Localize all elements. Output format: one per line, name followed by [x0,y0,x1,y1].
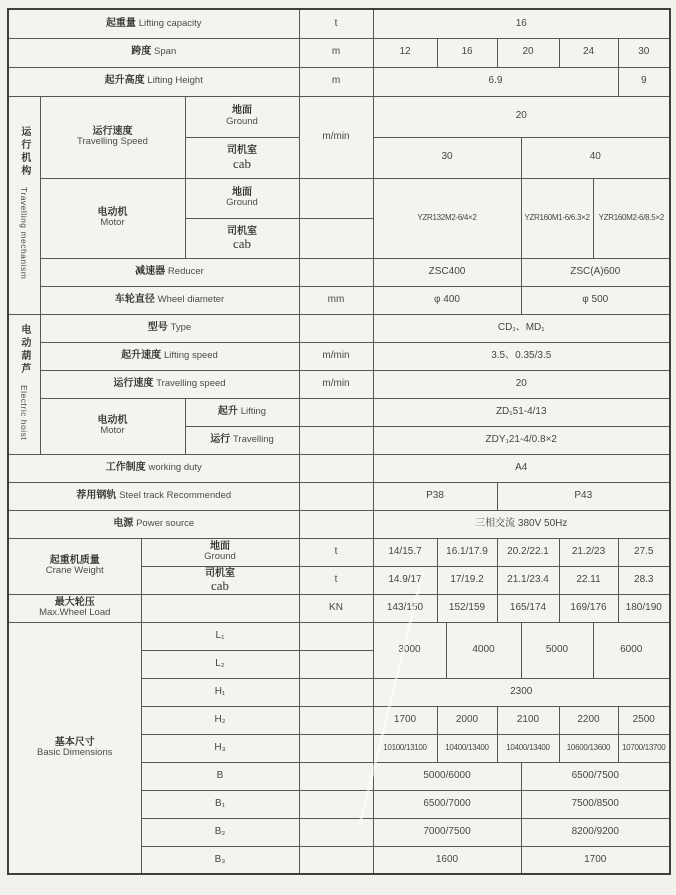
dim-b2-sublabel: B₂ [141,818,299,846]
empty-cell [299,622,373,650]
crane-weight-cab-unit: t [299,566,373,594]
ground-sublabel: 地面 Ground [185,96,299,137]
travelling-speed-label: 运行速度 Travelling Speed [40,96,185,178]
row-working-duty [8,454,670,482]
dim-l1-sublabel: L₁ [141,622,299,650]
empty-cell [299,762,373,790]
crane-weight-cab-value: 22.11 [559,566,618,594]
lifting-capacity-label: 起重量 Lifting capacity [8,9,299,38]
dim-b-value: 5000/6000 [373,762,521,790]
dim-l-value: 3000 [373,622,446,678]
dim-b1-value: 6500/7000 [373,790,521,818]
crane-weight-ground-value: 27.5 [618,538,670,566]
row-span [8,38,670,67]
empty-cell [299,706,373,734]
span-value: 12 [373,38,437,67]
max-wheel-load-label: 最大轮压 Max.Wheel Load [8,594,141,622]
dim-h3-value: 10700/13700 [618,734,670,762]
hoist-motor-label: 电动机 Motor [40,398,185,454]
dim-b2-value: 8200/9200 [521,818,670,846]
empty-cell [299,314,373,342]
crane-weight-ground-value: 20.2/22.1 [497,538,559,566]
row-lifting-height [8,67,670,96]
empty-cell [299,846,373,874]
empty-cell [299,258,373,286]
max-wheel-load-unit: KN [299,594,373,622]
power-source-value: 三相交流 380V 50Hz [373,510,670,538]
row-hoist-lifting-speed [8,342,670,370]
empty-cell [141,594,299,622]
ground-sublabel: 地面 Ground [185,178,299,218]
cab-sublabel: 司机室 cab [185,137,299,178]
section-travelling-mechanism-text: 运行机构Travelling mechanism [18,126,30,280]
crane-weight-ground-unit: t [299,538,373,566]
dim-h3-value: 10400/13400 [497,734,559,762]
section-electric-hoist-text: 电动葫芦Electric hoist [18,323,30,440]
hoist-motor-lifting-value: ZD₁51-4/13 [373,398,670,426]
dim-h3-value: 10400/13400 [437,734,497,762]
max-wheel-load-value: 169/176 [559,594,618,622]
crane-weight-cab-value: 14.9/17 [373,566,437,594]
row-hoist-motor-lifting [8,398,670,426]
lifting-capacity-value: 16 [373,9,670,38]
lifting-capacity-unit: t [299,9,373,38]
hoist-travelling-speed-label: 运行速度 Travelling speed [40,370,299,398]
dim-b3-value: 1700 [521,846,670,874]
hoist-type-value: CD₁、MD₁ [373,314,670,342]
lifting-height-value: 6.9 [373,67,618,96]
dim-h2-sublabel: H₂ [141,706,299,734]
span-value: 20 [497,38,559,67]
empty-cell [299,734,373,762]
dim-h1-value: 2300 [373,678,670,706]
dim-l-value: 4000 [446,622,521,678]
lifting-height-value-30m: 9 [618,67,670,96]
hoist-lifting-speed-label: 起升速度 Lifting speed [40,342,299,370]
hoist-travelling-speed-value: 20 [373,370,670,398]
row-hoist-type [8,314,670,342]
dim-h2-value: 2500 [618,706,670,734]
empty-cell [299,398,373,426]
crane-weight-cab-value: 28.3 [618,566,670,594]
travelling-speed-unit: m/min [299,96,373,178]
dim-h3-value: 10100/13100 [373,734,437,762]
empty-cell [299,178,373,218]
cab-sublabel: 司机室 cab [141,566,299,594]
cab-sublabel: 司机室 cab [185,218,299,258]
working-duty-label: 工作制度 working duty [8,454,299,482]
travelling-speed-cab-value-left: 30 [373,137,521,178]
dim-b3-value: 1600 [373,846,521,874]
power-source-label: 电源 Power source [8,510,299,538]
row-crane-weight-ground [8,538,670,566]
crane-weight-ground-value: 21.2/23 [559,538,618,566]
crane-weight-label: 起重机质量 Crane Weight [8,538,141,594]
steel-track-value: P43 [497,482,670,510]
hoist-motor-lifting-sublabel: 起升 Lifting [185,398,299,426]
row-wheel-diameter [8,286,670,314]
dim-h2-value: 2100 [497,706,559,734]
lifting-height-label: 起升高度 Lifting Height [8,67,299,96]
steel-track-value: P38 [373,482,497,510]
dim-b-value: 6500/7500 [521,762,670,790]
basic-dimensions-label: 基本尺寸 Basic Dimensions [8,622,141,874]
empty-cell [299,510,373,538]
max-wheel-load-value: 180/190 [618,594,670,622]
dim-l-value: 5000 [521,622,593,678]
dim-b1-sublabel: B₁ [141,790,299,818]
dim-h3-value: 10600/13600 [559,734,618,762]
reducer-value: ZSC(A)600 [521,258,670,286]
travel-motor-value: YZR160M2-6/8.5×2 [593,178,670,258]
span-value: 30 [618,38,670,67]
working-duty-value: A4 [373,454,670,482]
row-max-wheel-load [8,594,670,622]
hoist-travelling-speed-unit: m/min [299,370,373,398]
crane-weight-ground-value: 14/15.7 [373,538,437,566]
empty-cell [299,482,373,510]
dim-l-value: 6000 [593,622,670,678]
empty-cell [299,790,373,818]
span-unit: m [299,38,373,67]
travel-motor-value: YZR132M2-6/4×2 [373,178,521,258]
dim-b-sublabel: B [141,762,299,790]
wheel-diameter-label: 车轮直径 Wheel diameter [40,286,299,314]
empty-cell [299,650,373,678]
ground-sublabel: 地面 Ground [141,538,299,566]
row-steel-track [8,482,670,510]
dim-h2-value: 2200 [559,706,618,734]
crane-weight-cab-value: 21.1/23.4 [497,566,559,594]
crane-weight-ground-value: 16.1/17.9 [437,538,497,566]
dim-h2-value: 2000 [437,706,497,734]
hoist-motor-travelling-sublabel: 运行 Travelling [185,426,299,454]
dim-h2-value: 1700 [373,706,437,734]
wheel-diameter-unit: mm [299,286,373,314]
dim-b1-value: 7500/8500 [521,790,670,818]
travelling-speed-ground-value: 20 [373,96,670,137]
row-reducer [8,258,670,286]
hoist-lifting-speed-unit: m/min [299,342,373,370]
lifting-height-unit: m [299,67,373,96]
row-travelling-speed-ground [8,96,670,137]
wheel-diameter-value: φ 500 [521,286,670,314]
dim-b2-value: 7000/7500 [373,818,521,846]
max-wheel-load-value: 143/150 [373,594,437,622]
section-electric-hoist [8,314,40,454]
travelling-speed-cab-value-right: 40 [521,137,670,178]
hoist-motor-travelling-value: ZDY₁21-4/0.8×2 [373,426,670,454]
crane-specification-table [7,8,671,875]
dim-h1-sublabel: H₁ [141,678,299,706]
empty-cell [299,818,373,846]
travel-motor-value: YZR160M1-6/6.3×2 [521,178,593,258]
row-lifting-capacity [8,9,670,38]
steel-track-label: 荐用钢轨 Steel track Recommended [8,482,299,510]
hoist-type-label: 型号 Type [40,314,299,342]
empty-cell [299,218,373,258]
wheel-diameter-value: φ 400 [373,286,521,314]
max-wheel-load-value: 152/159 [437,594,497,622]
span-value: 16 [437,38,497,67]
empty-cell [299,454,373,482]
span-value: 24 [559,38,618,67]
row-power-source [8,510,670,538]
dim-l2-sublabel: L₂ [141,650,299,678]
reducer-value: ZSC400 [373,258,521,286]
dim-b3-sublabel: B₃ [141,846,299,874]
dim-h3-sublabel: H₃ [141,734,299,762]
hoist-lifting-speed-value: 3.5、0.35/3.5 [373,342,670,370]
crane-weight-cab-value: 17/19.2 [437,566,497,594]
travel-motor-label: 电动机 Motor [40,178,185,258]
reducer-label: 减速器 Reducer [40,258,299,286]
max-wheel-load-value: 165/174 [497,594,559,622]
empty-cell [299,678,373,706]
row-travel-motor-ground [8,178,670,218]
empty-cell [299,426,373,454]
row-hoist-travelling-speed [8,370,670,398]
row-dim-l1 [8,622,670,650]
span-label: 跨度 Span [8,38,299,67]
section-travelling-mechanism [8,96,40,314]
